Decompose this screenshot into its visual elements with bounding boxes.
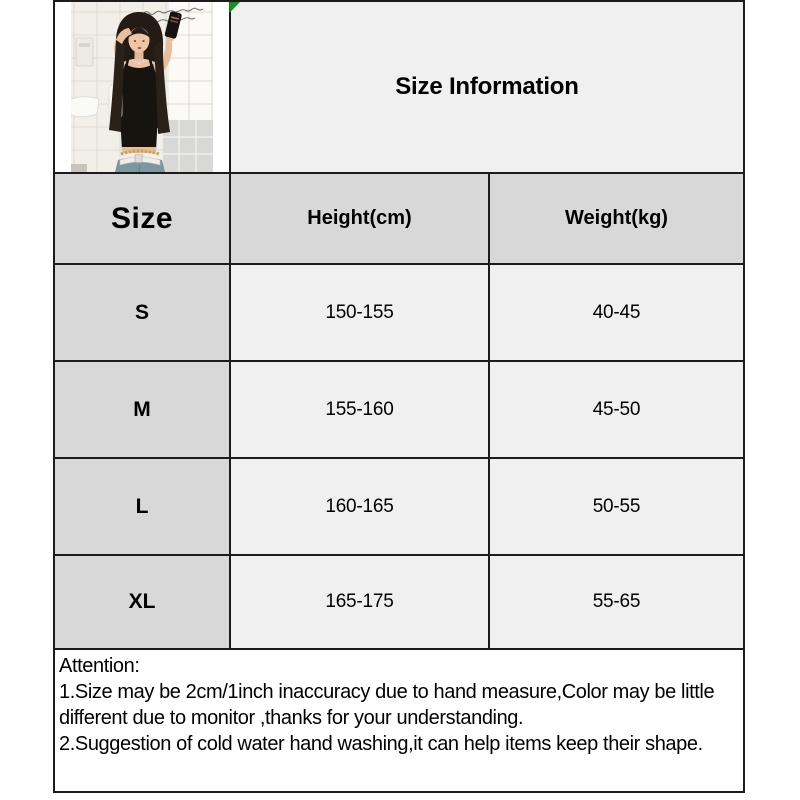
table-header-row	[55, 174, 743, 265]
sink	[71, 97, 99, 117]
table-row	[55, 556, 743, 650]
attention-section	[55, 650, 743, 791]
top-band	[55, 2, 743, 174]
weight-cell: 40-45	[490, 265, 743, 360]
product-photo	[71, 2, 213, 172]
height-cell: 165-175	[231, 556, 490, 648]
product-photo-cell	[55, 2, 231, 172]
attention-line-2: different due to monitor ,thanks for your understanding.	[59, 707, 524, 729]
wall-dispenser	[76, 38, 93, 66]
size-cell: L	[55, 459, 231, 554]
size-cell: S	[55, 265, 231, 360]
column-header-size: Size	[55, 174, 231, 263]
size-cell: M	[55, 362, 231, 457]
table-row	[55, 459, 743, 556]
title-cell	[231, 2, 743, 172]
column-header-weight: Weight(kg)	[490, 174, 743, 263]
size-information-title: Size Information	[395, 73, 579, 100]
table-row	[55, 362, 743, 459]
weight-cell: 45-50	[490, 362, 743, 457]
table-row	[55, 265, 743, 362]
height-cell: 155-160	[231, 362, 490, 457]
green-corner-accent	[229, 2, 240, 13]
weight-cell: 50-55	[490, 459, 743, 554]
weight-cell: 55-65	[490, 556, 743, 648]
column-header-height: Height(cm)	[231, 174, 490, 263]
attention-title: Attention:	[59, 655, 140, 677]
height-cell: 150-155	[231, 265, 490, 360]
size-cell: XL	[55, 556, 231, 648]
height-cell: 160-165	[231, 459, 490, 554]
attention-line-1: 1.Size may be 2cm/1inch inaccuracy due to hand measure,Color may be little	[59, 681, 715, 703]
size-chart	[53, 0, 745, 793]
attention-line-3: 2.Suggestion of cold water hand washing,it can help items keep their shape.	[59, 733, 703, 755]
